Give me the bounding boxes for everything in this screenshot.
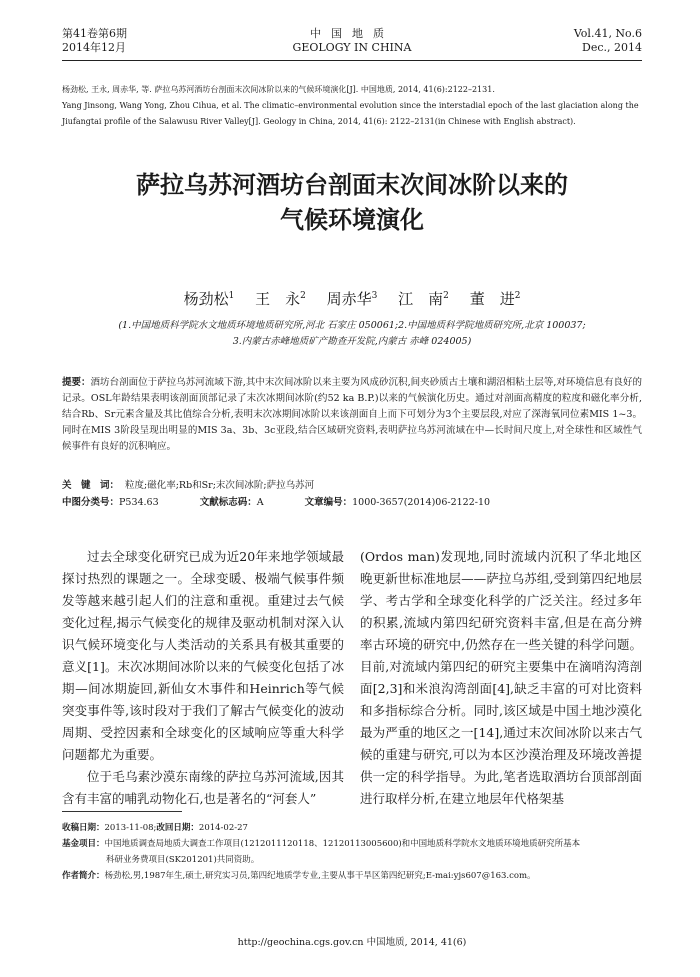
volume-issue-en: Vol.41, No.6 — [573, 27, 642, 40]
title-line-2: 气候环境演化 — [280, 206, 424, 234]
author: 周赤华$^3$ — [326, 290, 378, 308]
keywords — [62, 478, 642, 494]
running-header — [62, 27, 642, 69]
footnotes — [62, 820, 642, 884]
classification-line — [62, 495, 642, 511]
abstract-text: 酒坊台剖面位于萨拉乌苏河流域下游,其中末次间冰阶以来主要为风成砂沉积,间夹砂质古土壤和湖沼相粘土层等,对环境信息有良好的记录。OSL年龄结果表明该剖面顶部记录了末次冰期间冰阶(约52 ka B.P.)以来的气候演化历史。通过对剖面高精度的粒度和磁化率分析,结合Rb、Sr元素含量及其比值综合分析,表明末次冰期间冰阶以来该剖面自上而下可划分为3个主要层段,对应了深海氧同位素MIS 1~3。同时在MIS 3阶段呈现出明显的MIS 3a、3b、3c亚段,结合区域研究资料,表明萨拉乌苏河流域在中—长时间尺度上,对全球性和区域性气候事件有良好的沉积响应。 — [62, 377, 642, 452]
journal-name-cn: 中国地质 — [310, 27, 394, 40]
body-column-right — [360, 546, 642, 810]
volume-issue: 第41卷第6期 — [62, 27, 127, 40]
body-paragraph: (Ordos man)发现地,同时流域内沉积了华北地区晚更新世标准地层——萨拉乌苏组,受到第四纪地层学、考古学和全球变化科学的广泛关注。经过多年的积累,流域内第四纪研究资料丰富,但是在高分辨率古环境的研究中,仍然存在一些关键的科学问题。目前,对流域内第四纪的研究主要集中在滴哨沟湾剖面[2,3]和米浪沟湾剖面[4],缺乏丰富的可对比资料和多指标综合分析。同时,该区域是中国土地沙漠化最为严重的地区之一[14],通过末次间冰阶以来古气候的重建与研究,可以为本区沙漠治理及环境改善提供一定的科学指导。为此,笔者选取酒坊台顶部剖面进行取样分析,在建立地层年代格架基 — [360, 549, 642, 806]
author-bio-note: 作者简介：杨劲松,男,1987年生,硕士,研究实习员,第四纪地质学专业,主要从事干旱区第四纪研究;E-mai:yjs607@163.com。 — [62, 871, 536, 881]
keywords-label: 关 键 词： — [62, 480, 120, 491]
paper-title — [62, 168, 642, 238]
citation-en-line1: Yang Jinsong, Wang Yong, Zhou Cihua, et al. The climatic–environmental evolution since the interstadial epoch of the last glaciation along the — [62, 101, 639, 110]
citation-cn: 杨劲松, 王永, 周赤华, 等. 萨拉乌苏河酒坊台剖面末次间冰阶以来的气候环境演化[J]. 中国地质, 2014, 41(6):2122–2131. — [62, 85, 495, 94]
clc-number: 中图分类号：P534.63 — [62, 497, 159, 508]
journal-name — [62, 27, 642, 55]
affiliation-block — [62, 318, 642, 350]
affiliation-line-2: 3.内蒙古赤峰地质矿产勘查开发院,内蒙古 赤峰 024005) — [232, 336, 472, 347]
journal-issue-en — [574, 27, 642, 55]
author-list — [62, 288, 642, 309]
article-number: 文章编号：1000-3657(2014)06-2122-10 — [304, 497, 491, 508]
page-footer: http://geochina.cgs.gov.cn 中国地质, 2014, 41(6) — [237, 937, 467, 948]
affiliation-line-1: (1.中国地质科学院水文地质环境地质研究所,河北 石家庄 050061;2.中国地质科学院地质研究所,北京 100037; — [118, 320, 586, 331]
header-rule — [62, 60, 642, 62]
citation-en-line2: Jiufangtai profile of the Salawusu River Valley[J]. Geology in China, 2014, 41(6): 2122–2131(in Chinese with English abstract). — [62, 117, 576, 126]
abstract-label: 提要： — [62, 377, 91, 388]
author: 董 进$^2$ — [469, 290, 521, 308]
author: 江 南$^2$ — [398, 290, 449, 308]
issue-date: 2014年12月 — [62, 41, 126, 54]
citation-block — [62, 82, 642, 130]
body-paragraph: 过去全球变化研究已成为近20年来地学领域最探讨热烈的课题之一。全球变暖、极端气候事件频发等越来越引起人们的注意和重视。重建过去气候变化过程,揭示气候变化的规律及驱动机制对深入认识气候环境变化与人类活动的关系具有极其重要的意义[1]。末次冰期间冰阶以来的气候变化包括了冰期—间冰期旋回,新仙女木事件和Heinrich等气候突变事件等,该时段对于我们了解古气候变化的波动周期、受控因素和全球变化的区域响应等重大科学问题都尤为重要。 — [62, 549, 344, 762]
issue-date-en: Dec., 2014 — [582, 41, 642, 54]
footnote-rule — [62, 811, 182, 812]
body-paragraph: 位于毛乌素沙漠东南缘的萨拉乌苏河流域,因其含有丰富的哺乳动物化石,也是著名的“河套人” — [62, 769, 344, 806]
dates-note: 收稿日期：2013-11-08;改回日期：2014-02-27 — [62, 823, 248, 833]
abstract — [62, 375, 642, 455]
journal-name-en: GEOLOGY IN CHINA — [292, 41, 412, 54]
title-line-1: 萨拉乌苏河酒坊台剖面末次间冰阶以来的 — [136, 171, 568, 199]
author: 杨劲松$^1$ — [183, 290, 235, 308]
keywords-text: 粒度;磁化率;Rb和Sr;末次间冰阶;萨拉乌苏河 — [125, 480, 315, 491]
document-code: 文献标志码：A — [199, 497, 264, 508]
author: 王 永$^2$ — [255, 290, 306, 308]
funding-note: 基金项目：中国地质调查局地质大调查工作项目(1212011120118、12120113005600)和中国地质科学院水文地质环境地质研究所基本 — [62, 839, 581, 849]
funding-note-cont: 科研业务费项目(SK201201)共同资助。 — [106, 855, 260, 865]
body-column-left — [62, 546, 344, 810]
